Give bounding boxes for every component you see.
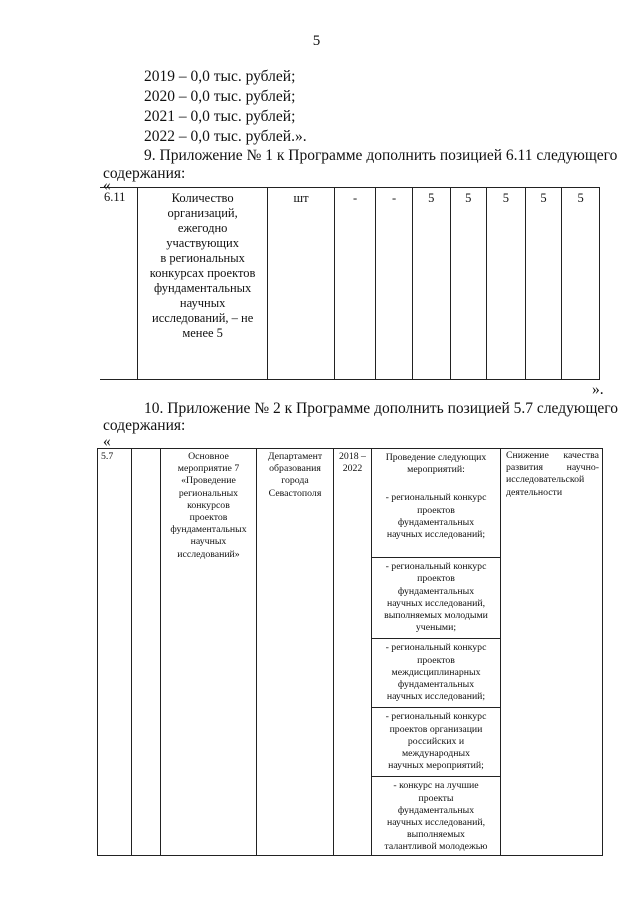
name-line: фундаментальных [170,524,247,536]
activity-line: фундаментальных [397,679,475,691]
activity-line: проектов [417,654,455,666]
item-10-line-2: содержания: [103,417,186,434]
funding-line-2022: 2022 – 0,0 тыс. рублей.». [144,128,307,145]
activity-line: российских и [407,735,465,747]
name-line: фундаментальных [153,281,252,295]
cell-activity-2 [372,558,501,639]
cell-activity-name [161,449,257,856]
name-line: проектов [189,512,228,524]
cell-empty [132,449,161,856]
activity-line: талантливой молодежью [384,841,488,853]
cell-value-1: - [334,188,376,380]
cell-position-number: 6.11 [100,188,137,380]
activity-line: выполняемых молодыми [384,610,488,622]
open-quote-1: « [103,177,111,194]
period-line: 2018 – [339,451,366,462]
cell-activity-4 [372,708,501,777]
activity-line: - региональный конкурс [385,561,487,573]
table-position-5-7 [97,448,603,856]
executor-line: образования [269,463,321,475]
name-line: конкурсов [187,499,230,511]
item-10-line-1: 10. Приложение № 2 к Программе дополнить позицией 5.7 следующего [144,400,618,417]
activity-line: выполняемых [407,829,465,841]
cell-executor [257,449,334,856]
cell-value-3: 5 [412,188,450,380]
activity-line: - конкурс на лучшие [393,780,479,792]
activity-line: - региональный конкурс [385,642,487,654]
cell-value-4: 5 [450,188,487,380]
activity-line: проектов [417,573,455,585]
name-line: Основное [188,451,229,462]
activity-line: научных исследований, [386,597,486,609]
activity-line: научных мероприятий; [388,760,484,772]
cell-expected-result: Снижение качества развития научно-исследовательской деятельности [501,449,603,856]
cell-period [334,449,372,856]
cell-indicator-name [137,188,268,380]
executor-line: города [281,475,309,487]
cell-activities-intro [372,449,501,558]
cell-unit: шт [268,188,334,380]
cell-value-7: 5 [562,188,600,380]
executor-line: Севастополя [268,487,322,499]
name-line: исследований» [177,548,240,560]
activity-line: научных исследований; [386,529,486,541]
name-line: мероприятие 7 [177,463,240,475]
cell-activity-3 [372,639,501,708]
cell-activity-5 [372,777,501,855]
name-line: исследований, – не [152,311,254,325]
cell-value-2: - [376,188,413,380]
spacer [374,476,498,492]
funding-line-2021: 2021 – 0,0 тыс. рублей; [144,108,296,125]
cell-value-5: 5 [487,188,526,380]
funding-line-2020: 2020 – 0,0 тыс. рублей; [144,88,296,105]
cell-value-6: 5 [525,188,562,380]
activity-line: проектов [417,504,455,516]
name-line: в региональных [160,251,245,265]
name-line: региональных [178,487,239,499]
activity-line: фундаментальных [397,516,475,528]
activity-line: научных исследований, [386,817,486,829]
name-line: научных [190,536,227,548]
open-quote-2: « [103,433,111,450]
activity-line: международных [401,748,470,760]
name-line: конкурсах проектов [149,266,256,280]
activity-line: - региональный конкурс [385,711,487,723]
name-line: менее 5 [182,326,223,340]
activity-line: междисциплинарных [391,666,481,678]
item-9-line-1: 9. Приложение № 1 к Программе дополнить позицией 6.11 следующего [144,147,618,164]
executor-line: Департамент [267,451,323,462]
name-line: ежегодно [177,221,228,235]
activity-line: фундаментальных [397,804,475,816]
name-line: Количество [171,191,234,205]
funding-line-2019: 2019 – 0,0 тыс. рублей; [144,68,296,85]
period-line: 2022 [342,463,363,475]
name-line: научных [179,296,226,310]
activity-line: - региональный конкурс [385,492,487,504]
name-line: участвующих [166,236,239,250]
item-9-line-2: содержания: [103,165,186,182]
table-position-6-11 [100,187,600,380]
activity-line: проектов организации [389,723,483,735]
page-number: 5 [312,33,321,49]
cell-position-number: 5.7 [98,449,132,856]
activities-title-line: Проведение следующих [385,452,487,463]
close-quote: ». [592,381,604,398]
activity-line: проекты [418,792,454,804]
activity-line: научных исследований; [386,691,486,703]
activities-title-line: мероприятий: [407,464,465,476]
name-line: «Проведение [181,475,236,487]
activity-line: фундаментальных [397,585,475,597]
name-line: организаций, [167,206,238,220]
activity-line: учеными; [415,622,457,634]
